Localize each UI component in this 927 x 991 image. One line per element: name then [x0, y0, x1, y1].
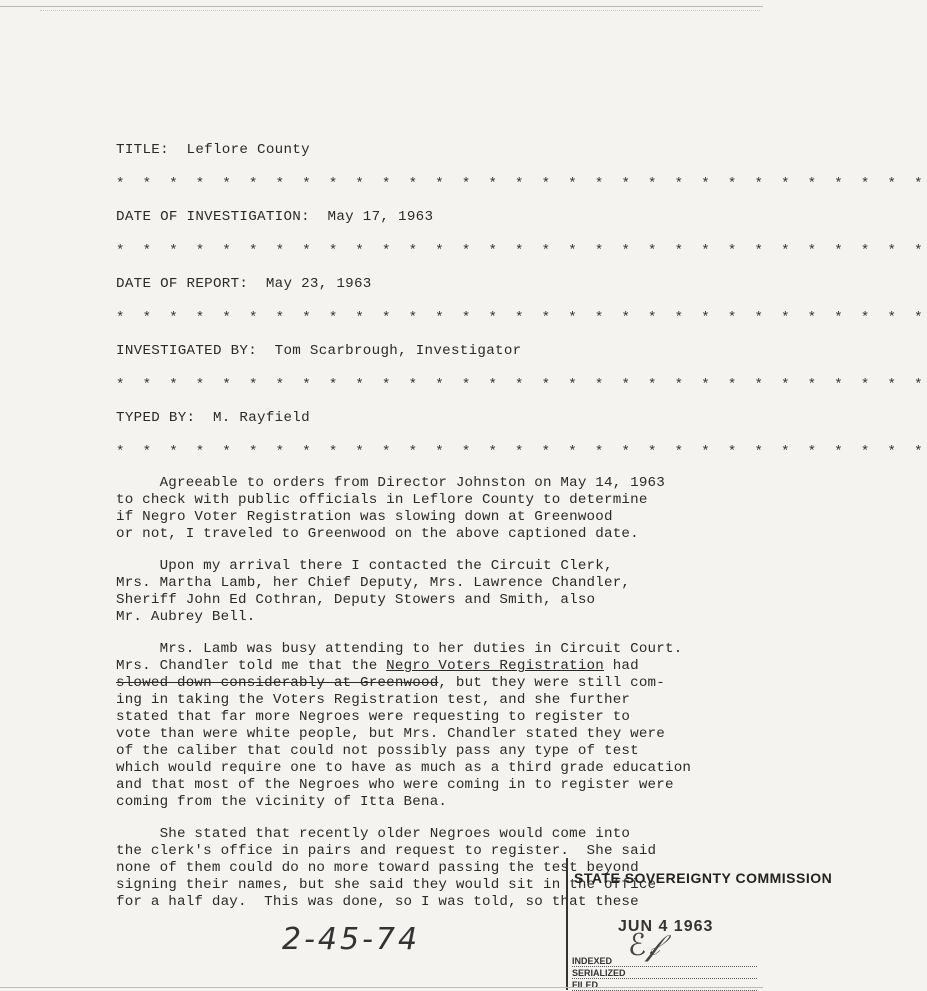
paragraph-3-line-2-end: had [604, 658, 639, 674]
typed-by-line [116, 410, 310, 426]
separator-2: * * * * * * * * * * * * * * * * * * * * * * * * * * * * * * * [116, 243, 927, 259]
scan-bottom-rule [0, 987, 763, 988]
stamp-date: JUN 4 1963 [618, 918, 714, 935]
date-of-report-line [116, 276, 372, 292]
title-label: TITLE: [116, 142, 169, 158]
paragraph-3-line-2-start: Mrs. Chandler told me that the [116, 658, 387, 674]
scan-top-rule [0, 6, 763, 7]
stamp-filed-row: FILED [572, 980, 757, 991]
date-of-report-label: DATE OF REPORT: [116, 276, 249, 292]
paragraph-2: Upon my arrival there I contacted the Circuit Clerk, Mrs. Martha Lamb, her Chief Deputy, Mrs. Lawrence Chandler, Sheriff John Ed Cothran, Deputy Stowers and Smith, also Mr. Aubrey Bell. [116, 558, 631, 625]
date-of-investigation-line [116, 209, 433, 225]
paragraph-4: She stated that recently older Negroes would come into the clerk's office in pairs and request to register. She said none of them could do no more toward passing the test beyond signing their names, but she said they would sit in the office for a half day. This was done, so I was told, so that these [116, 826, 657, 910]
typed-by-label: TYPED BY: [116, 410, 196, 426]
separator-3: * * * * * * * * * * * * * * * * * * * * * * * * * * * * * * * [116, 310, 927, 326]
date-of-report-value: May 23, 1963 [265, 276, 372, 292]
stamp-title: STATE SOVEREIGNTY COMMISSION [574, 870, 833, 886]
separator-5: * * * * * * * * * * * * * * * * * * * * * * * * * * * * * * * [116, 444, 927, 460]
separator-4: * * * * * * * * * * * * * * * * * * * * * * * * * * * * * * * [116, 377, 927, 393]
paragraph-3-line-3-end: , but they were still com- [438, 675, 665, 691]
investigated-by-label: INVESTIGATED BY: [116, 343, 258, 359]
separator-1: * * * * * * * * * * * * * * * * * * * * * * * * * * * * * * * [116, 176, 927, 192]
paragraph-1: Agreeable to orders from Director Johnston on May 14, 1963 to check with public officials in Leflore County to determine if Negro Voter Registration was slowing down at Greenwood or not, I traveled to Greenwood on the above captioned date. [116, 475, 665, 542]
stamp-initials-mark: ℰ𝒻 [628, 928, 660, 963]
paragraph-3-line-1: Mrs. Lamb was busy attending to her duties in Circuit Court. [116, 641, 683, 657]
paragraph-3-rest: ing in taking the Voters Registration test, and she further stated that far more Negroes were requesting to register to vote than were white people, but Mrs. Chandler stated they were of the caliber that could not possibly pass any type of test which would require one to have as much as a third grade education and that most of the Negroes who were coming in to register were coming from the vicinity of Itta Bena. [116, 692, 692, 810]
title-line [116, 142, 310, 158]
handwritten-file-number: 2-45-74 [282, 922, 421, 957]
date-of-investigation-label: DATE OF INVESTIGATION: [116, 209, 310, 225]
stamp-serialized-row: SERIALIZED [572, 968, 757, 979]
paragraph-3 [116, 641, 691, 811]
underlined-phrase: Negro Voters Registration [386, 658, 604, 674]
typed-by-value: M. Rayfield [212, 410, 310, 426]
investigated-by-value: Tom Scarbrough, Investigator [274, 343, 522, 359]
date-of-investigation-value: May 17, 1963 [327, 209, 434, 225]
struck-through-phrase: slowed down considerably at Greenwood [116, 675, 439, 691]
title-value: Leflore County [186, 142, 310, 158]
stamp-indexed-row: INDEXED [572, 956, 757, 967]
investigated-by-line [116, 343, 521, 359]
scan-top-dotted-rule [40, 10, 760, 11]
commission-filing-stamp [566, 858, 833, 990]
